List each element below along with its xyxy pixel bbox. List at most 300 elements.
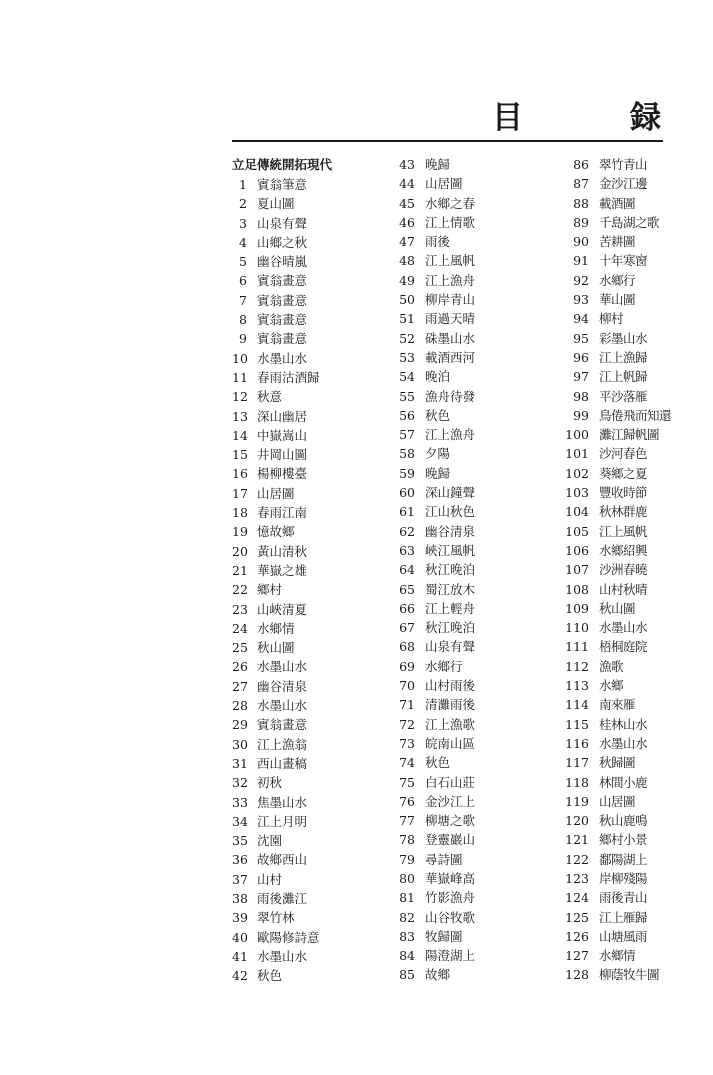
toc-entry-number: 7: [239, 292, 247, 308]
toc-entry-number: 25: [232, 640, 248, 656]
toc-entry-number: 77: [399, 813, 415, 829]
toc-entry: [232, 387, 320, 406]
toc-entry: [232, 870, 320, 889]
toc-entry-number: 94: [573, 311, 589, 327]
toc-entry: [232, 908, 320, 927]
toc-entry-title: 漁舟待發: [425, 388, 476, 404]
toc-entry-title: 漁歌: [599, 658, 624, 674]
toc-entry-title: 水墨山水: [257, 350, 308, 366]
toc-entry-number: 1: [239, 177, 247, 192]
toc-entry-title: 山泉有聲: [257, 215, 308, 231]
toc-entry: [396, 811, 475, 830]
toc-entry: [232, 715, 320, 734]
toc-entry: [232, 484, 320, 503]
toc-entry-number: 113: [565, 678, 589, 694]
toc-entry: [563, 599, 671, 618]
toc-entry-number: 95: [573, 330, 589, 346]
toc-entry: [396, 599, 475, 618]
toc-entry-number: 116: [565, 735, 589, 751]
toc-entry-title: 沈園: [257, 833, 283, 849]
toc-entry-title: 深山幽居: [257, 408, 308, 424]
toc-entry-number: 2: [239, 196, 247, 212]
toc-entry: [396, 657, 475, 676]
toc-entry: [232, 214, 320, 233]
toc-entry: [232, 445, 320, 464]
toc-entry-number: 74: [399, 755, 415, 771]
toc-entry: [232, 600, 320, 619]
toc-entry: [396, 850, 475, 869]
toc-entry: [563, 695, 671, 714]
toc-entry-title: 水鄉紹興: [599, 542, 648, 558]
toc-entry: [232, 542, 320, 561]
toc-entry: [232, 368, 320, 387]
toc-entry-title: 雨後青山: [599, 890, 648, 906]
section-heading: 立足傳統開拓現代: [232, 157, 333, 172]
toc-entry: [563, 618, 671, 637]
toc-entry-number: 43: [399, 157, 415, 172]
toc-entry-title: 山居圖: [257, 485, 295, 501]
toc-entry-title: 水鄉行: [425, 658, 463, 674]
toc-entry-number: 114: [565, 697, 589, 713]
toc-entry-title: 沙河春色: [599, 446, 648, 462]
toc-entry: [396, 792, 475, 811]
toc-entry-title: 江上情歌: [425, 214, 476, 230]
toc-entry: [232, 754, 320, 773]
toc-entry-number: 47: [399, 234, 415, 250]
toc-entry-number: 90: [573, 234, 589, 250]
toc-entry: [232, 850, 320, 869]
toc-entry-number: 72: [399, 716, 415, 732]
toc-entry-number: 126: [565, 928, 589, 944]
toc-entry-title: 水墨山水: [257, 698, 308, 714]
toc-entry-number: 96: [573, 349, 589, 365]
toc-entry-number: 4: [239, 234, 247, 250]
toc-entry: [563, 309, 671, 328]
toc-entry-number: 31: [232, 755, 248, 771]
toc-entry: [232, 503, 320, 522]
toc-entry-number: 17: [232, 485, 248, 501]
toc-entry: [396, 888, 475, 907]
toc-entry-title: 江上帆歸: [599, 369, 648, 385]
toc-entry-title: 平沙落雁: [599, 388, 648, 404]
toc-entry-number: 123: [565, 870, 589, 886]
toc-entry: [396, 425, 475, 444]
toc-entry-title: 鄉村小景: [599, 832, 648, 848]
toc-entry-number: 104: [565, 504, 589, 520]
toc-entry-number: 88: [573, 195, 589, 211]
toc-entry: [232, 175, 320, 194]
toc-entry: [563, 676, 671, 695]
toc-entry: [563, 367, 671, 386]
toc-entry-number: 10: [232, 350, 248, 366]
toc-entry-title: 灘江歸帆圖: [599, 427, 660, 443]
toc-entry-title: 楊柳樓臺: [257, 466, 308, 482]
toc-entry-number: 32: [232, 775, 248, 791]
toc-entry-title: 中嶽嵩山: [257, 427, 308, 443]
toc-entry-number: 48: [399, 253, 415, 269]
toc-entry-title: 華山圖: [599, 292, 636, 308]
toc-entry-number: 103: [565, 485, 589, 501]
toc-entry: [396, 869, 475, 888]
toc-entry-number: 80: [399, 870, 415, 886]
toc-entry-number: 22: [232, 582, 248, 598]
toc-entry-title: 葵鄉之夏: [599, 465, 648, 481]
toc-entry-title: 秋江晚泊: [425, 620, 476, 636]
toc-entry-title: 秋色: [257, 968, 283, 984]
toc-entry-title: 華嶽峰高: [425, 870, 476, 886]
toc-entry-number: 106: [565, 542, 589, 558]
toc-entry-title: 深山鐘聲: [425, 485, 476, 501]
toc-entry: [232, 407, 320, 426]
toc-entry: [563, 213, 671, 232]
toc-entry-title: 苦耕圖: [599, 234, 636, 250]
toc-entry-title: 西山畫稿: [257, 755, 308, 771]
toc-entry-title: 十年寒窗: [599, 253, 648, 269]
toc-entry: [396, 946, 475, 965]
toc-entry-title: 陽澄湖上: [425, 948, 476, 964]
toc-entry-title: 鳥倦飛而知還: [599, 407, 672, 423]
toc-entry-number: 51: [399, 311, 415, 327]
toc-entry-number: 98: [573, 388, 589, 404]
toc-entry: [396, 174, 475, 193]
toc-entry-number: 28: [232, 698, 248, 714]
toc-entry-title: 雨後灘江: [257, 890, 308, 906]
toc-entry-number: 85: [399, 967, 415, 983]
toc-entry: [232, 966, 320, 985]
toc-entry-title: 水鄉: [599, 678, 624, 694]
toc-entry-number: 68: [399, 639, 415, 655]
toc-entry-title: 水鄉情: [257, 620, 295, 636]
toc-entry-title: 柳塘之歌: [425, 813, 476, 829]
toc-entry: [232, 889, 320, 908]
toc-entry-number: 102: [565, 465, 589, 481]
toc-entry: [396, 927, 475, 946]
toc-entry: [563, 927, 671, 946]
toc-entry-title: 山村雨後: [425, 678, 476, 694]
toc-entry-title: 井岡山圖: [257, 447, 308, 463]
toc-entry-number: 45: [399, 195, 415, 211]
toc-entry: [396, 695, 475, 714]
toc-entry-number: 112: [565, 658, 589, 674]
toc-entry-number: 41: [232, 948, 248, 964]
toc-entry-number: 57: [399, 427, 415, 443]
toc-entry: [396, 213, 475, 232]
toc-entry-number: 54: [399, 369, 415, 385]
toc-entry-title: 故鄉西山: [257, 852, 308, 868]
toc-entry-title: 江上雁歸: [599, 909, 648, 925]
toc-entry: [396, 232, 475, 251]
toc-entry-title: 幽谷晴嵐: [257, 254, 308, 270]
toc-entry-number: 111: [565, 639, 589, 655]
toc-entry-title: 江上漁舟: [425, 427, 476, 443]
toc-entry-number: 39: [232, 910, 248, 926]
toc-entry-title: 江上風帆: [425, 253, 476, 269]
toc-entry-number: 38: [232, 890, 248, 906]
toc-entry-title: 山村秋晴: [599, 581, 648, 597]
toc-entry: [232, 735, 320, 754]
toc-entry-number: 124: [565, 890, 589, 906]
toc-entry-number: 35: [232, 833, 248, 849]
toc-entry-number: 13: [232, 408, 248, 424]
toc-entry-title: 夏山圖: [257, 196, 295, 212]
toc-entry: [232, 619, 320, 638]
toc-entry-title: 晚歸: [425, 465, 451, 481]
title-rule: [232, 140, 663, 142]
toc-entry: [232, 233, 320, 252]
toc-entry-title: 山塘風雨: [599, 928, 648, 944]
toc-entry-title: 幽谷清泉: [425, 523, 476, 539]
toc-entry-title: 岸柳殘陽: [599, 870, 648, 886]
toc-entry: [563, 811, 671, 830]
toc-entry: [563, 734, 671, 753]
toc-entry-number: 18: [232, 505, 248, 521]
toc-entry-title: 秋色: [425, 755, 451, 771]
toc-entry-number: 44: [399, 176, 415, 192]
toc-entry: [563, 657, 671, 676]
toc-entry: [563, 348, 671, 367]
toc-entry-title: 賓翁畫意: [257, 292, 308, 308]
toc-entry-number: 5: [239, 254, 247, 270]
toc-entry-title: 華嶽之雄: [257, 562, 308, 578]
toc-entry-number: 86: [573, 157, 589, 172]
toc-entry-number: 36: [232, 852, 248, 868]
toc-entry-number: 75: [399, 774, 415, 790]
toc-entry-number: 33: [232, 794, 248, 810]
toc-entry-number: 27: [232, 678, 248, 694]
toc-entry-number: 107: [565, 562, 589, 578]
toc-entry: [563, 869, 671, 888]
toc-entry-title: 山居圖: [599, 793, 636, 809]
toc-entry: [563, 502, 671, 521]
toc-entry-number: 127: [565, 948, 589, 964]
toc-entry-title: 載酒西河: [425, 349, 476, 365]
toc-entry-title: 柳蔭牧牛圖: [599, 967, 660, 983]
toc-entry-number: 8: [239, 312, 247, 328]
toc-entry: [563, 406, 671, 425]
toc-entry-title: 山泉有聲: [425, 639, 476, 655]
toc-entry: [563, 271, 671, 290]
toc-entry: [232, 426, 320, 445]
toc-entry: [563, 908, 671, 927]
toc-entry: [396, 715, 475, 734]
toc-entry: [396, 753, 475, 772]
toc-entry: [396, 155, 475, 174]
toc-entry-number: 109: [565, 600, 589, 616]
toc-entry-title: 南來雁: [599, 697, 636, 713]
toc-entry: [563, 541, 671, 560]
toc-entry: [563, 946, 671, 965]
toc-entry-title: 江上漁翁: [257, 736, 308, 752]
toc-entry-title: 賓翁筆意: [257, 177, 308, 192]
toc-entry-title: 千島湖之歌: [599, 214, 660, 230]
toc-entry-title: 金沙江上: [425, 793, 476, 809]
toc-entry-number: 81: [399, 890, 415, 906]
toc-entry-title: 清灘雨後: [425, 697, 476, 713]
toc-entry-number: 66: [399, 600, 415, 616]
toc-entry: [563, 753, 671, 772]
toc-entry-title: 鄱陽湖上: [599, 851, 648, 867]
toc-entry-title: 江上漁歌: [425, 716, 476, 732]
toc-entry-title: 水鄉情: [599, 948, 636, 964]
toc-entry: [396, 560, 475, 579]
toc-entry-number: 71: [399, 697, 415, 713]
toc-entry-number: 61: [399, 504, 415, 520]
toc-entry: [563, 251, 671, 270]
toc-entry-number: 105: [565, 523, 589, 539]
toc-entry: [563, 580, 671, 599]
toc-entry-number: 67: [399, 620, 415, 636]
toc-entry-title: 秋林群鹿: [599, 504, 648, 520]
toc-entry-title: 賓翁畫意: [257, 717, 308, 733]
toc-entry-number: 6: [239, 273, 247, 289]
toc-entry-number: 84: [399, 948, 415, 964]
toc-entry-number: 40: [232, 929, 248, 945]
toc-entry-title: 皖南山區: [425, 735, 476, 751]
toc-entry: [563, 444, 671, 463]
toc-entry-number: 26: [232, 659, 248, 675]
toc-entry: [232, 928, 320, 947]
toc-entry-number: 34: [232, 813, 248, 829]
toc-entry: [232, 638, 320, 657]
toc-entry: [563, 464, 671, 483]
toc-entry-title: 春雨江南: [257, 505, 308, 521]
toc-column-3: [563, 155, 671, 985]
toc-entry-title: 山谷牧歌: [425, 909, 476, 925]
toc-entry-number: 59: [399, 465, 415, 481]
toc-entry-title: 賓翁畫意: [257, 312, 308, 328]
toc-entry-number: 42: [232, 968, 248, 984]
toc-entry-number: 82: [399, 909, 415, 925]
toc-entry-title: 彩墨山水: [599, 330, 648, 346]
toc-entry-number: 108: [565, 581, 589, 597]
toc-entry: [232, 677, 320, 696]
toc-entry-number: 119: [565, 793, 589, 809]
toc-entry-number: 122: [565, 851, 589, 867]
toc-entry: [396, 965, 475, 984]
toc-entry-title: 秋山鹿鳴: [599, 813, 648, 829]
toc-entry: [563, 637, 671, 656]
toc-entry: [563, 888, 671, 907]
toc-entry: [563, 174, 671, 193]
toc-entry-title: 山鄉之秋: [257, 234, 308, 250]
toc-entry: [396, 541, 475, 560]
toc-entry-title: 梧桐庭院: [599, 639, 648, 655]
toc-entry-number: 117: [565, 755, 589, 771]
toc-entry: [396, 271, 475, 290]
toc-entry-title: 晚泊: [425, 369, 451, 385]
toc-entry-number: 29: [232, 717, 248, 733]
toc-entry-title: 柳村: [599, 311, 624, 327]
toc-entry-title: 初秋: [257, 775, 283, 791]
toc-entry: [396, 773, 475, 792]
toc-entry: [396, 464, 475, 483]
toc-entry-title: 焦墨山水: [257, 794, 308, 810]
toc-entry: [563, 522, 671, 541]
toc-entry: [232, 329, 320, 348]
toc-entry-title: 雨後: [425, 234, 451, 250]
toc-entry-title: 憶故鄉: [257, 524, 295, 540]
toc-entry-number: 52: [399, 330, 415, 346]
toc-entry-title: 晚歸: [425, 157, 451, 172]
toc-entry: [232, 773, 320, 792]
toc-entry-title: 金沙江邊: [599, 176, 648, 192]
toc-entry: [396, 502, 475, 521]
toc-entry-number: 128: [565, 967, 589, 983]
toc-entry: [396, 734, 475, 753]
toc-entry: [396, 290, 475, 309]
toc-entry-title: 白石山莊: [425, 774, 476, 790]
toc-entry: [563, 850, 671, 869]
toc-entry: [232, 310, 320, 329]
toc-entry-number: 118: [565, 774, 589, 790]
toc-entry-title: 江上輕舟: [425, 600, 476, 616]
toc-entry: [232, 793, 320, 812]
toc-entry: [396, 329, 475, 348]
toc-entry: [232, 349, 320, 368]
toc-entry-number: 110: [565, 620, 589, 636]
toc-entry: [563, 715, 671, 734]
toc-entry-title: 賓翁畫意: [257, 273, 308, 289]
toc-entry-number: 50: [399, 292, 415, 308]
toc-entry-title: 水鄉行: [599, 272, 636, 288]
toc-entry-title: 秋歸圖: [599, 755, 636, 771]
toc-entry: [232, 522, 320, 541]
toc-entry: [396, 444, 475, 463]
toc-entry: [232, 831, 320, 850]
toc-entry: [396, 348, 475, 367]
toc-entry-title: 牧歸圖: [425, 928, 463, 944]
toc-entry: [563, 290, 671, 309]
toc-entry: [396, 483, 475, 502]
toc-entry: [396, 637, 475, 656]
toc-entry: [563, 155, 671, 174]
toc-entry: [396, 618, 475, 637]
toc-entry-title: 豐收時節: [599, 485, 648, 501]
toc-entry-title: 秋山圖: [599, 600, 636, 616]
toc-entry: [563, 560, 671, 579]
toc-entry-number: 89: [573, 214, 589, 230]
toc-column-1: [232, 175, 320, 985]
toc-entry-number: 92: [573, 272, 589, 288]
toc-entry-number: 83: [399, 928, 415, 944]
toc-entry-title: 水墨山水: [599, 620, 648, 636]
toc-entry-title: 柳岸青山: [425, 292, 476, 308]
toc-entry-title: 水墨山水: [257, 659, 308, 675]
toc-entry-title: 桂林山水: [599, 716, 648, 732]
toc-entry-number: 62: [399, 523, 415, 539]
toc-entry-number: 100: [565, 427, 589, 443]
toc-entry-title: 沙洲春曉: [599, 562, 648, 578]
toc-entry: [232, 696, 320, 715]
toc-entry-number: 16: [232, 466, 248, 482]
toc-entry-number: 60: [399, 485, 415, 501]
toc-entry: [396, 367, 475, 386]
toc-entry-title: 翠竹林: [257, 910, 295, 926]
toc-entry-number: 58: [399, 446, 415, 462]
toc-entry-number: 24: [232, 620, 248, 636]
toc-entry-number: 97: [573, 369, 589, 385]
toc-entry-number: 99: [573, 407, 589, 423]
toc-entry-title: 黃山清秋: [257, 543, 308, 559]
toc-entry-title: 故鄉: [425, 967, 451, 983]
toc-entry-title: 尋詩圖: [425, 851, 463, 867]
toc-entry-title: 山居圖: [425, 176, 463, 192]
toc-entry-title: 雨過天晴: [425, 311, 476, 327]
toc-entry-title: 載酒圖: [599, 195, 636, 211]
toc-entry-number: 19: [232, 524, 248, 540]
toc-entry-title: 水鄉之春: [425, 195, 476, 211]
toc-entry-title: 江上月明: [257, 813, 308, 829]
